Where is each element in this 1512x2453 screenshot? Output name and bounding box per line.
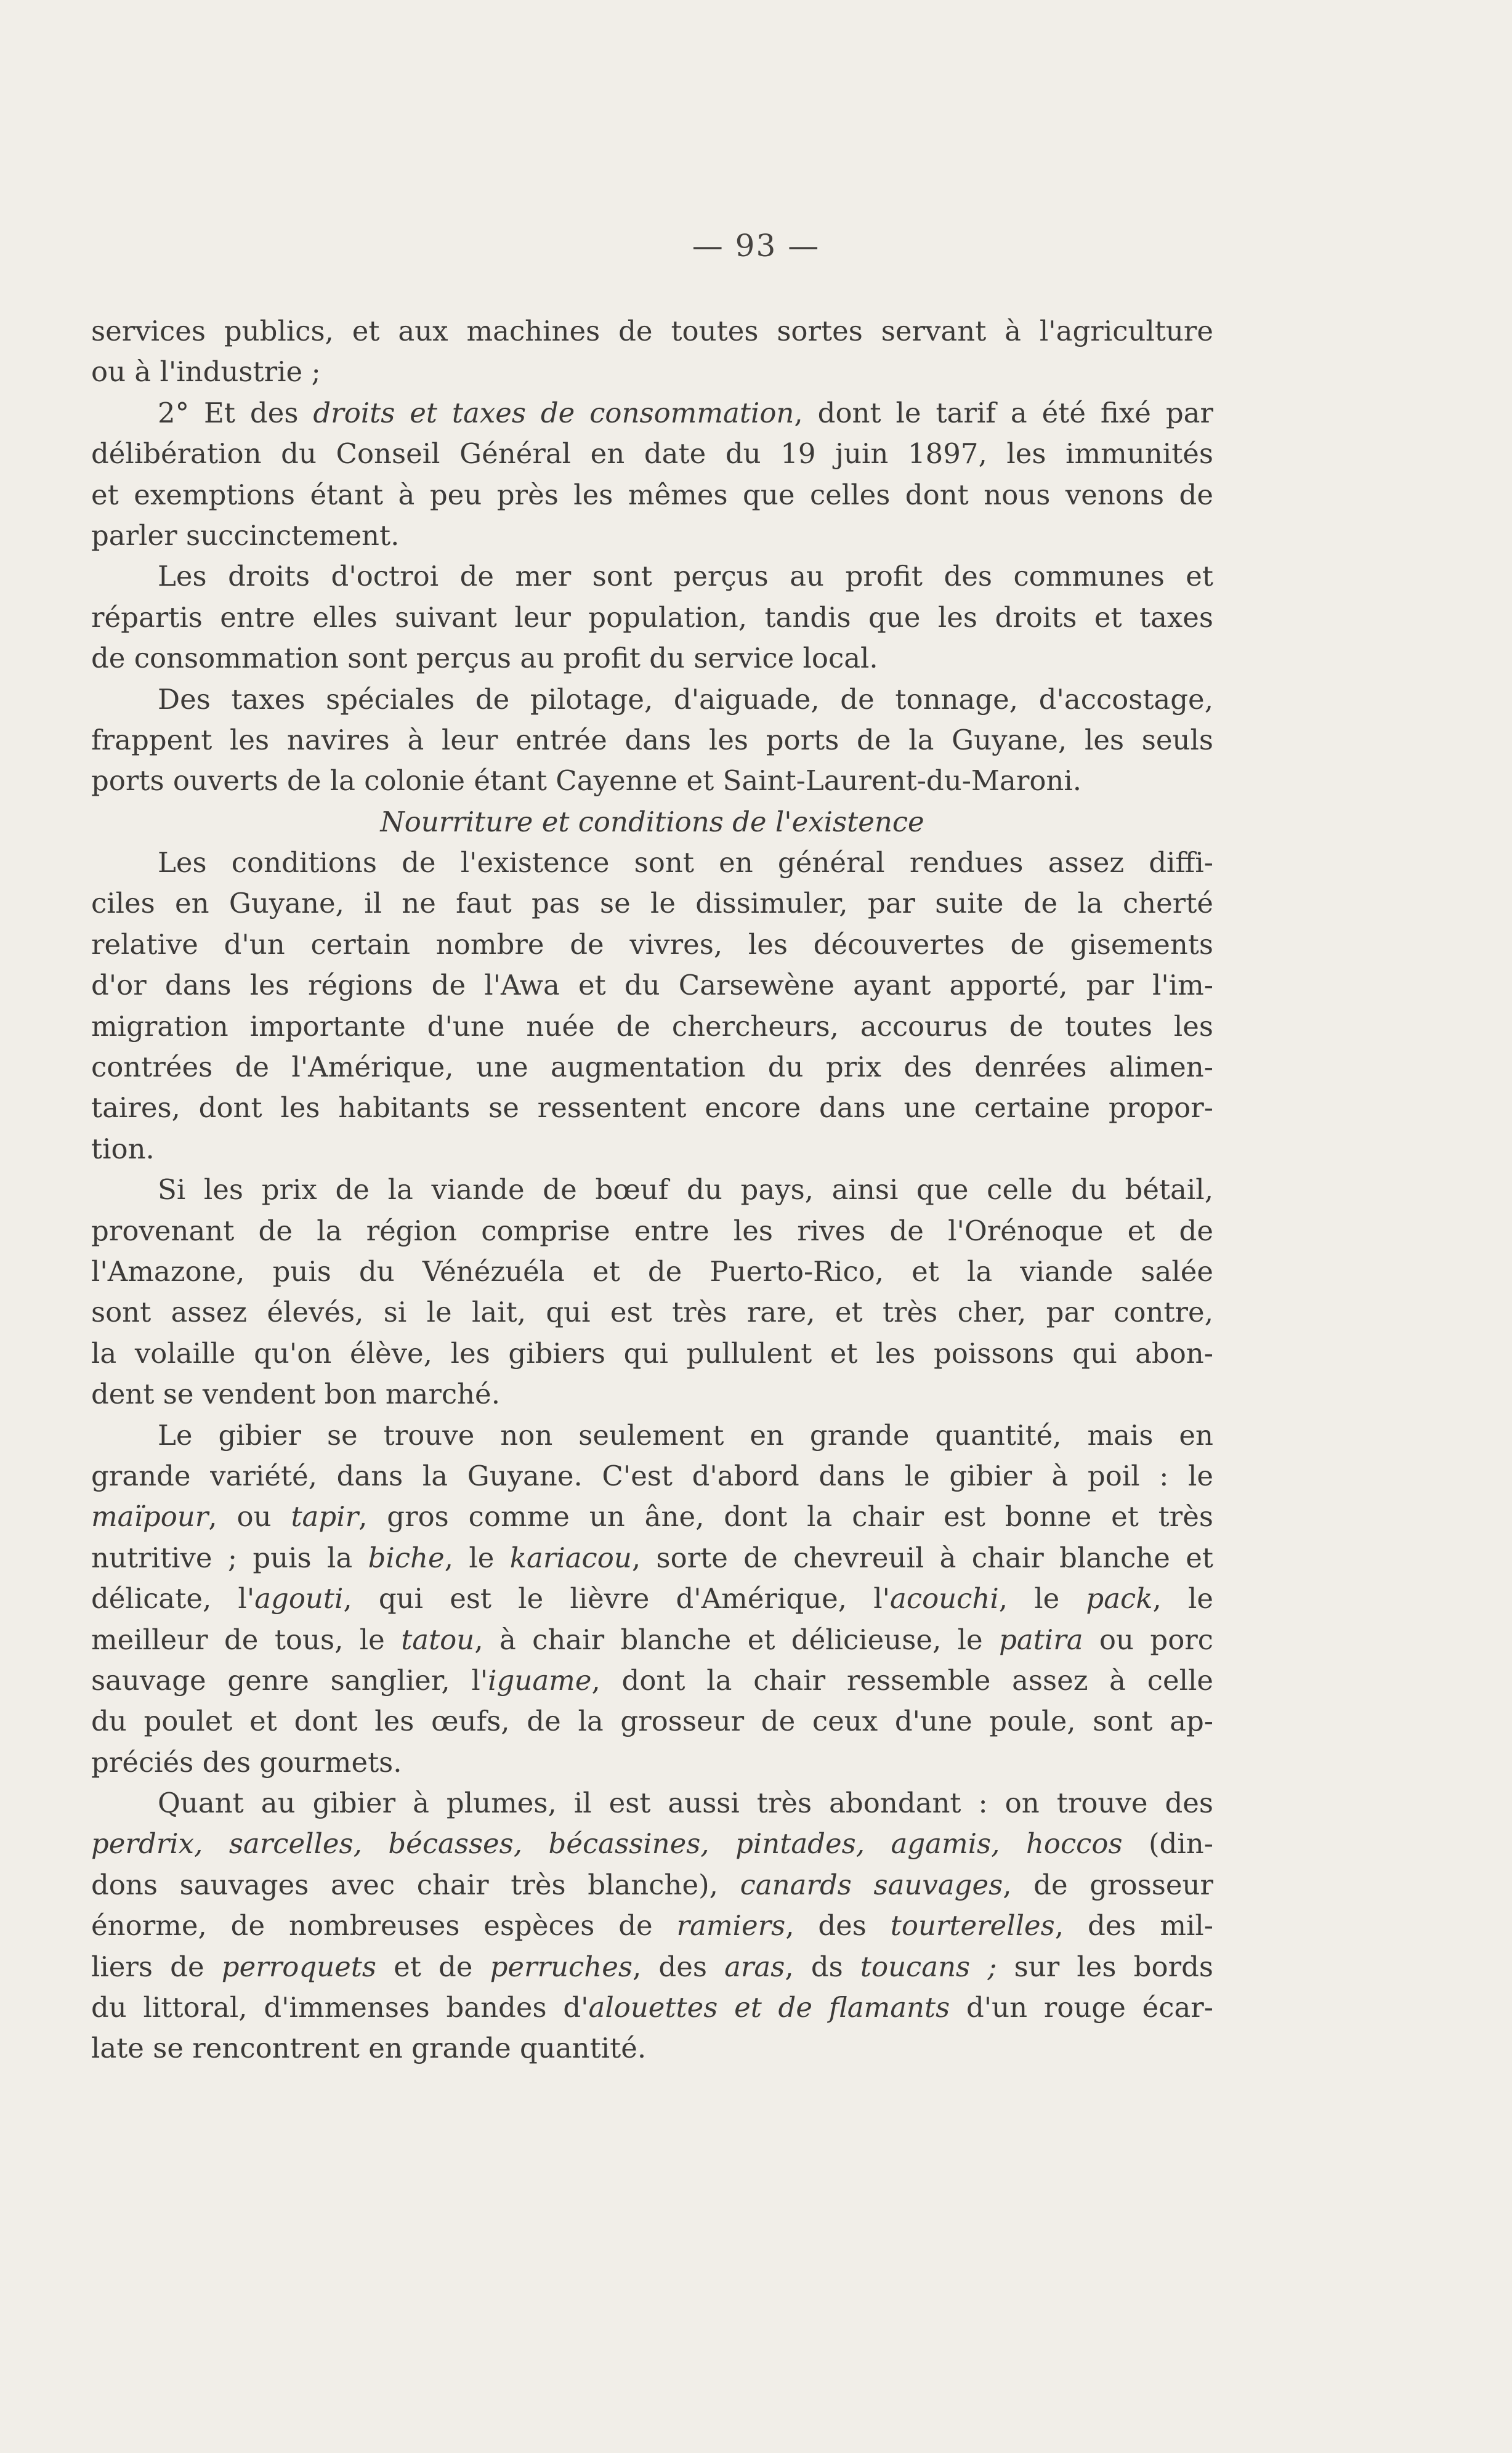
text-line (91, 1824, 1213, 1864)
page-number: — 93 — (692, 228, 820, 264)
italic-text-segment: droits et taxes de consommation (313, 396, 794, 429)
text-segment: taires, dont les habitants se ressentent encore dans une certaine propor- (91, 1091, 1213, 1125)
text-segment: répartis entre elles suivant leur population, tandis que les droits et taxes (91, 600, 1213, 634)
text-line (91, 1947, 1213, 1987)
text-segment: l'Amazone, puis du Vénézuéla et de Puerto-Rico, et la viande salée (91, 1255, 1213, 1288)
text-segment: , le (1152, 1582, 1213, 1615)
text-line (91, 1333, 1213, 1374)
text-segment: du littoral, d'immenses bandes d' (91, 1991, 589, 2024)
text-line (91, 638, 1213, 679)
text-line (91, 311, 1213, 352)
text-segment: parler succinctement. (91, 519, 400, 552)
text-segment: relative d'un certain nombre de vivres, les découvertes de gisements (91, 927, 1213, 961)
text-segment: Quant au gibier à plumes, il est aussi très abondant : on trouve des (158, 1787, 1213, 1820)
text-segment: , des mil- (1054, 1909, 1213, 1942)
text-segment: sont assez élevés, si le lait, qui est très rare, et très cher, par contre, (91, 1296, 1213, 1329)
text-line (91, 1905, 1213, 1946)
italic-text-segment: perdrix, sarcelles, bécasses, bécassines, pintades, agamis, hoccos (91, 1827, 1123, 1861)
text-line (91, 393, 1213, 434)
text-segment: , gros comme un âne, dont la chair est bonne et très (358, 1500, 1213, 1534)
italic-text-segment: Nourriture et conditions de l'existence (380, 805, 924, 838)
text-line (91, 720, 1213, 761)
text-line (91, 679, 1213, 720)
text-line (91, 1456, 1213, 1497)
text-segment: provenant de la région comprise entre les rives de l'Orénoque et de (91, 1214, 1213, 1247)
text-segment: ciles en Guyane, il ne faut pas se le dissimuler, par suite de la cherté (91, 887, 1213, 920)
italic-text-segment: canards sauvages (740, 1868, 1003, 1901)
italic-text-segment: maïpour (91, 1500, 209, 1534)
text-segment: préciés des gourmets. (91, 1745, 402, 1779)
text-line (91, 1865, 1213, 1905)
italic-text-segment: toucans ; (860, 1950, 997, 1983)
text-segment: (din- (1122, 1827, 1213, 1861)
italic-text-segment: acouchi (890, 1582, 999, 1615)
text-segment: , des (632, 1950, 725, 1983)
text-line (91, 883, 1213, 924)
text-line (91, 434, 1213, 474)
text-line (91, 1292, 1213, 1333)
text-segment: Les conditions de l'existence sont en général rendues assez diffi- (158, 846, 1213, 879)
text-segment: Les droits d'octroi de mer sont perçus au profit des communes et (158, 560, 1213, 593)
text-segment: sauvage genre sanglier, l' (91, 1663, 488, 1697)
italic-text-segment: aras (724, 1950, 785, 1983)
text-line (91, 1742, 1213, 1783)
italic-text-segment: ramiers (676, 1909, 786, 1942)
text-line (91, 1415, 1213, 1456)
text-segment: sur les bords (997, 1950, 1213, 1983)
italic-text-segment: biche (368, 1541, 445, 1574)
text-line (91, 1497, 1213, 1537)
italic-text-segment: pack (1086, 1582, 1153, 1615)
text-line (91, 965, 1213, 1006)
text-segment: late se rencontrent en grande quantité. (91, 2032, 647, 2065)
text-line (91, 924, 1213, 965)
text-segment: meilleur de tous, le (91, 1623, 402, 1656)
text-segment: ports ouverts de la colonie étant Cayenne et Saint-Laurent-du-Maroni. (91, 764, 1082, 798)
text-segment: Le gibier se trouve non seulement en grande quantité, mais en (158, 1418, 1213, 1452)
text-segment: , dont le tarif a été fixé par (794, 396, 1213, 429)
text-segment: , ds (785, 1950, 860, 1983)
text-segment: délibération du Conseil Général en date du 19 juin 1897, les immunités (91, 437, 1213, 471)
text-segment: grande variété, dans la Guyane. C'est d'abord dans le gibier à poil : le (91, 1459, 1213, 1492)
text-segment: , le (444, 1541, 510, 1574)
text-segment: délicate, l' (91, 1582, 255, 1615)
text-segment: , le (998, 1582, 1086, 1615)
text-line (91, 761, 1213, 801)
italic-text-segment: agouti (254, 1582, 344, 1615)
text-line (91, 1374, 1213, 1415)
text-segment: , qui est le lièvre d'Amérique, l' (343, 1582, 891, 1615)
section-heading (91, 802, 1213, 843)
text-line (91, 515, 1213, 556)
text-line (91, 2028, 1213, 2069)
text-line (91, 1047, 1213, 1088)
text-line (91, 475, 1213, 515)
italic-text-segment: kariacou (509, 1541, 632, 1574)
text-segment: services publics, et aux machines de toutes sortes servant à l'agriculture (91, 315, 1213, 347)
italic-text-segment: patira (999, 1623, 1083, 1656)
text-line (91, 352, 1213, 392)
text-line (91, 1701, 1213, 1742)
text-segment: , sorte de chevreuil à chair blanche et (631, 1541, 1213, 1574)
italic-text-segment: tapir (291, 1500, 359, 1534)
text-line (91, 1783, 1213, 1824)
italic-text-segment: alouettes et de flamants (588, 1991, 950, 2024)
text-segment: migration importante d'une nuée de chercheurs, accourus de toutes les (91, 1009, 1213, 1043)
text-line (91, 597, 1213, 638)
text-segment: nutritive ; puis la (91, 1541, 368, 1574)
text-segment: , des (785, 1909, 891, 1942)
text-segment: ou à l'industrie ; (91, 355, 321, 389)
text-line (91, 1251, 1213, 1292)
text-segment: frappent les navires à leur entrée dans les ports de la Guyane, les seuls (91, 723, 1213, 756)
text-segment: Des taxes spéciales de pilotage, d'aiguade, de tonnage, d'accostage, (158, 682, 1213, 716)
text-line (91, 1129, 1213, 1170)
text-segment: ou porc (1083, 1623, 1213, 1656)
italic-text-segment: perroquets (221, 1950, 376, 1983)
text-segment: énorme, de nombreuses espèces de (91, 1909, 677, 1942)
body-text (91, 311, 1213, 2069)
text-segment: du poulet et dont les œufs, de la grosseur de ceux d'une poule, sont ap- (91, 1705, 1213, 1738)
text-line (91, 1211, 1213, 1251)
text-segment: de consommation sont perçus au profit du service local. (91, 642, 878, 675)
text-line (91, 1660, 1213, 1701)
text-line (91, 1538, 1213, 1578)
text-segment: et de (376, 1950, 490, 1983)
italic-text-segment: tourterelles (890, 1909, 1055, 1942)
text-segment: et exemptions étant à peu près les mêmes que celles dont nous venons de (91, 478, 1213, 511)
italic-text-segment: tatou (401, 1623, 475, 1656)
text-segment: contrées de l'Amérique, une augmentation du prix des denrées alimen- (91, 1051, 1213, 1084)
text-line (91, 843, 1213, 883)
text-line (91, 1578, 1213, 1619)
text-segment: , de grosseur (1003, 1868, 1213, 1901)
text-segment: liers de (91, 1950, 222, 1983)
text-line (91, 1170, 1213, 1210)
text-line (91, 1620, 1213, 1660)
text-segment: la volaille qu'on élève, les gibiers qui pullulent et les poissons qui abon- (91, 1336, 1213, 1370)
text-segment: tion. (91, 1132, 155, 1165)
italic-text-segment: iguame (488, 1663, 592, 1697)
text-line (91, 1987, 1213, 2028)
text-segment: dons sauvages avec chair très blanche), (91, 1868, 740, 1901)
italic-text-segment: perruches (490, 1950, 633, 1983)
text-segment: , dont la chair ressemble assez à celle (591, 1663, 1213, 1697)
text-line (91, 1006, 1213, 1047)
text-line (91, 1088, 1213, 1128)
text-segment: d'or dans les régions de l'Awa et du Carsewène ayant apporté, par l'im- (91, 969, 1213, 1002)
text-segment: Si les prix de la viande de bœuf du pays, ainsi que celle du bétail, (158, 1173, 1213, 1206)
text-segment: 2° Et des (158, 396, 313, 429)
text-segment: dent se vendent bon marché. (91, 1378, 500, 1411)
text-segment: , ou (208, 1500, 291, 1534)
text-segment: d'un rouge écar- (950, 1991, 1213, 2024)
text-line (91, 556, 1213, 597)
text-segment: , à chair blanche et délicieuse, le (474, 1623, 1000, 1656)
